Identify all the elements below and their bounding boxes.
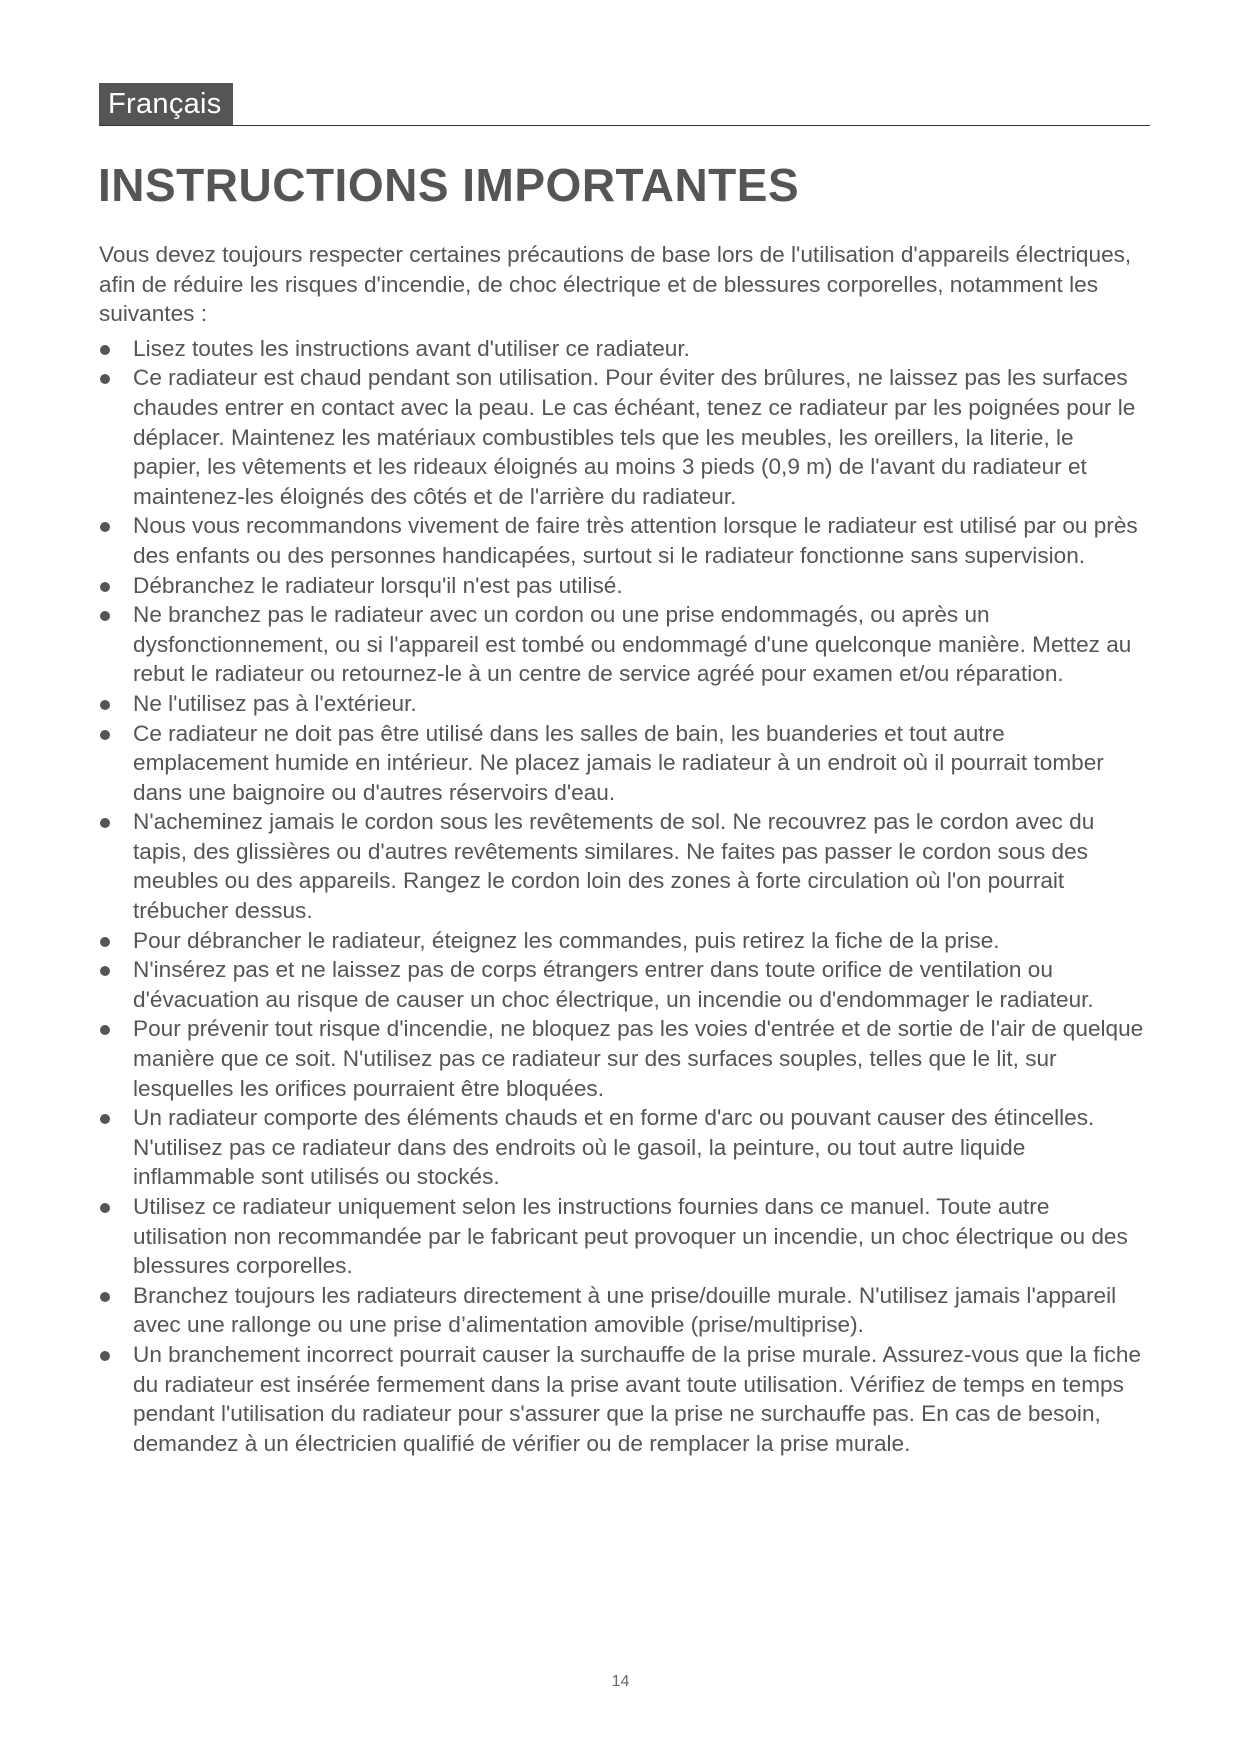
instruction-text: Ce radiateur ne doit pas être utilisé dans les salles de bain, les buanderies et tout autre emplacement humide en intérieur. Ne placez jamais le radiateur à un endroit où il pourrait tomber dans une baignoire ou d'autres réservoirs d'eau. (133, 720, 1104, 805)
instruction-text: Nous vous recommandons vivement de faire très attention lorsque le radiateur est utilisé par ou près des enfants ou des personnes handicapées, surtout si le radiateur fonctionne sans supervision. (133, 513, 1138, 568)
instruction-item (99, 926, 1144, 956)
instruction-text: N'acheminez jamais le cordon sous les revêtements de sol. Ne recouvrez pas le cordon avec du tapis, des glissières ou d'autres revêtements similares. Ne faites pas passer le cordon sous des meubles ou des appareils. Rangez le cordon loin des zones à forte circulation où l'on pourrait trébucher dessus. (133, 809, 1095, 924)
language-header-bar (99, 83, 1150, 126)
bullet-icon (100, 966, 110, 976)
instruction-item (99, 807, 1144, 925)
instruction-item (99, 719, 1144, 808)
instruction-item (99, 511, 1144, 570)
instruction-text: Ce radiateur est chaud pendant son utilisation. Pour éviter des brûlures, ne laissez pas les surfaces chaudes entrer en contact avec la peau. Le cas échéant, tenez ce radiateur par les poignées pour le déplacer. Maintenez les matériaux combustibles tels que les meubles, les oreillers, la literie, le papier, les vêtements et les rideaux éloignés au moins 3 pieds (0,9 m) de l'avant du radiateur et maintenez-les éloignés des côtés et de l'arrière du radiateur. (133, 365, 1136, 509)
instruction-text: Lisez toutes les instructions avant d'utiliser ce radiateur. (133, 335, 690, 361)
intro-paragraph: Vous devez toujours respecter certaines précautions de base lors de l'utilisation d'appareils électriques, afin de réduire les risques d'incendie, de choc électrique et de blessures corporelles, notamment les suivantes : (99, 242, 1132, 327)
page-number: 14 (611, 1673, 630, 1690)
bullet-icon (100, 1114, 110, 1124)
bullet-icon (100, 1351, 110, 1361)
instruction-item (99, 689, 1144, 719)
instruction-text: Pour débrancher le radiateur, éteignez les commandes, puis retirez la fiche de la prise. (133, 927, 1000, 953)
instruction-text: Ne l'utilisez pas à l'extérieur. (133, 690, 417, 716)
instruction-text: Un radiateur comporte des éléments chauds et en forme d'arc ou pouvant causer des étincelles. N'utilisez pas ce radiateur dans des endroits où le gasoil, la peinture, ou tout autre liquide inflammable sont utilisés ou stockés. (133, 1105, 1095, 1190)
instruction-item (99, 363, 1144, 511)
bullet-icon (100, 611, 110, 621)
instruction-item (99, 1014, 1144, 1103)
instruction-item (99, 1340, 1144, 1458)
instruction-text: Un branchement incorrect pourrait causer la surchauffe de la prise murale. Assurez-vous que la fiche du radiateur est insérée fermement dans la prise avant toute utilisation. Vérifiez de temps en temps pendant l'utilisation du radiateur pour s'assurer que la prise ne surchauffe pas. En cas de besoin, demandez à un électricien qualifié de vérifier ou de remplacer la prise murale. (133, 1341, 1142, 1456)
bullet-icon (100, 522, 110, 532)
instruction-item (99, 571, 1144, 601)
instruction-text: Ne branchez pas le radiateur avec un cordon ou une prise endommagés, ou après un dysfonctionnement, ou si l'appareil est tombé ou endommagé d'une quelconque manière. Mettez au rebut le radiateur ou retournez-le à un centre de service agréé pour examen et/ou réparation. (133, 602, 1132, 687)
bullet-icon (100, 374, 110, 384)
language-label: Français (99, 83, 233, 125)
instruction-text: Débranchez le radiateur lorsqu'il n'est pas utilisé. (133, 572, 623, 598)
instruction-item (99, 600, 1144, 689)
bullet-icon (100, 937, 110, 947)
instruction-item (99, 1281, 1144, 1340)
instruction-item (99, 1103, 1144, 1192)
instruction-item (99, 1192, 1144, 1281)
instructions-list (99, 334, 1144, 1459)
instruction-text: N'insérez pas et ne laissez pas de corps étrangers entrer dans toute orifice de ventilation ou d'évacuation au risque de causer un choc électrique, un incendie ou d'endommager le radiateur. (133, 957, 1094, 1012)
bullet-icon (100, 1292, 110, 1302)
instruction-item (99, 334, 1144, 364)
bullet-icon (100, 345, 110, 355)
page-title: INSTRUCTIONS IMPORTANTES (98, 159, 800, 211)
instructions-content (99, 240, 1144, 1458)
bullet-icon (100, 700, 110, 710)
instruction-text: Utilisez ce radiateur uniquement selon les instructions fournies dans ce manuel. Toute autre utilisation non recommandée par le fabricant peut provoquer un incendie, un choc électrique ou des blessures corporelles. (133, 1194, 1128, 1279)
bullet-icon (100, 730, 110, 740)
bullet-icon (100, 1025, 110, 1035)
instruction-text: Pour prévenir tout risque d'incendie, ne bloquez pas les voies d'entrée et de sortie de l'air de quelque manière que ce soit. N'utilisez pas ce radiateur sur des surfaces souples, telles que le lit, sur lesquelles les orifices pourraient être bloquées. (133, 1016, 1144, 1101)
instruction-text: Branchez toujours les radiateurs directement à une prise/douille murale. N'utilisez jamais l'appareil avec une rallonge ou une prise d’alimentation amovible (prise/multiprise). (133, 1282, 1117, 1338)
bullet-icon (100, 1203, 110, 1213)
bullet-icon (100, 818, 110, 828)
bullet-icon (100, 582, 110, 592)
instruction-item (99, 955, 1144, 1014)
